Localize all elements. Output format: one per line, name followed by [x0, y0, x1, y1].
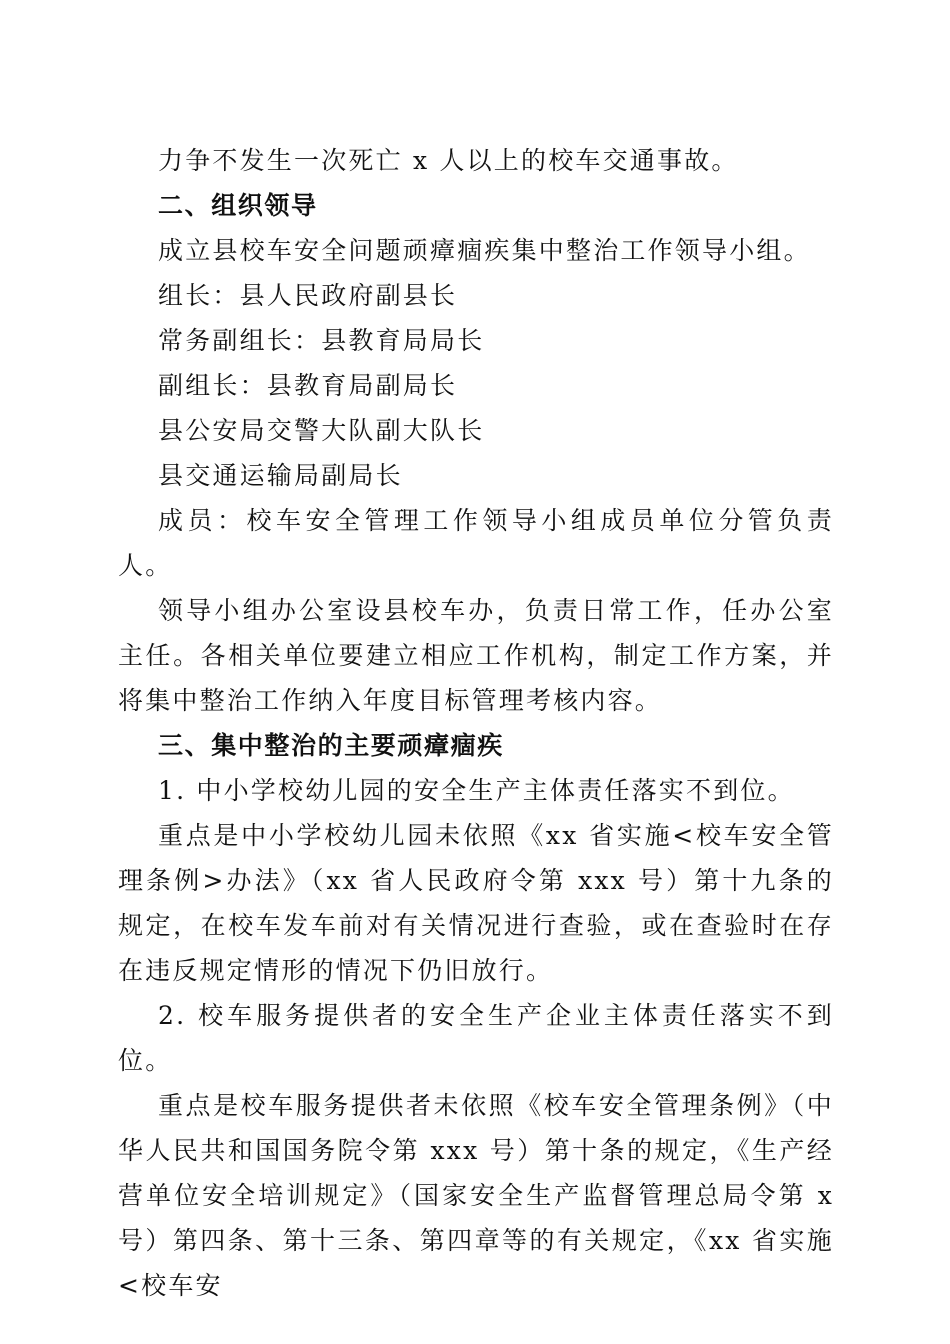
body-paragraph: 1. 中小学校幼儿园的安全生产主体责任落实不到位。	[158, 776, 795, 805]
body-paragraph: 县交通运输局副局长	[158, 461, 403, 490]
section-heading: 三、集中整治的主要顽瘴痼疾	[158, 731, 504, 760]
body-paragraph: 成立县校车安全问题顽瘴痼疾集中整治工作领导小组。	[158, 236, 811, 265]
body-paragraph: 重点是中小学校幼儿园未依照《xx 省实施<校车安全管理条例>办法》（xx 省人民政府令第 xxx 号）第十九条的规定，在校车发车前对有关情况进行查验，或在查验时在存在违反规定情形的情况下仍旧放行。	[118, 821, 834, 985]
body-paragraph: 2. 校车服务提供者的安全生产企业主体责任落实不到位。	[118, 1001, 834, 1075]
body-paragraph: 领导小组办公室设县校车办，负责日常工作，任办公室主任。各相关单位要建立相应工作机构，制定工作方案，并将集中整治工作纳入年度目标管理考核内容。	[118, 596, 834, 715]
body-paragraph: 县公安局交警大队副大队长	[158, 416, 485, 445]
document-body	[118, 138, 834, 1308]
body-paragraph: 副组长：县教育局副局长	[158, 371, 458, 400]
body-paragraph: 重点是校车服务提供者未依照《校车安全管理条例》（中华人民共和国国务院令第 xxx 号）第十条的规定，《生产经营单位安全培训规定》（国家安全生产监督管理总局令第 x 号）第四条、第十三条、第四章等的有关规定，《xx 省实施<校车安	[118, 1091, 834, 1300]
body-paragraph: 成员：校车安全管理工作领导小组成员单位分管负责人。	[118, 506, 834, 580]
body-paragraph: 组长：县人民政府副县长	[158, 281, 458, 310]
body-paragraph: 力争不发生一次死亡 x 人以上的校车交通事故。	[158, 146, 739, 175]
body-paragraph: 常务副组长：县教育局局长	[158, 326, 485, 355]
section-heading: 二、组织领导	[158, 191, 318, 220]
